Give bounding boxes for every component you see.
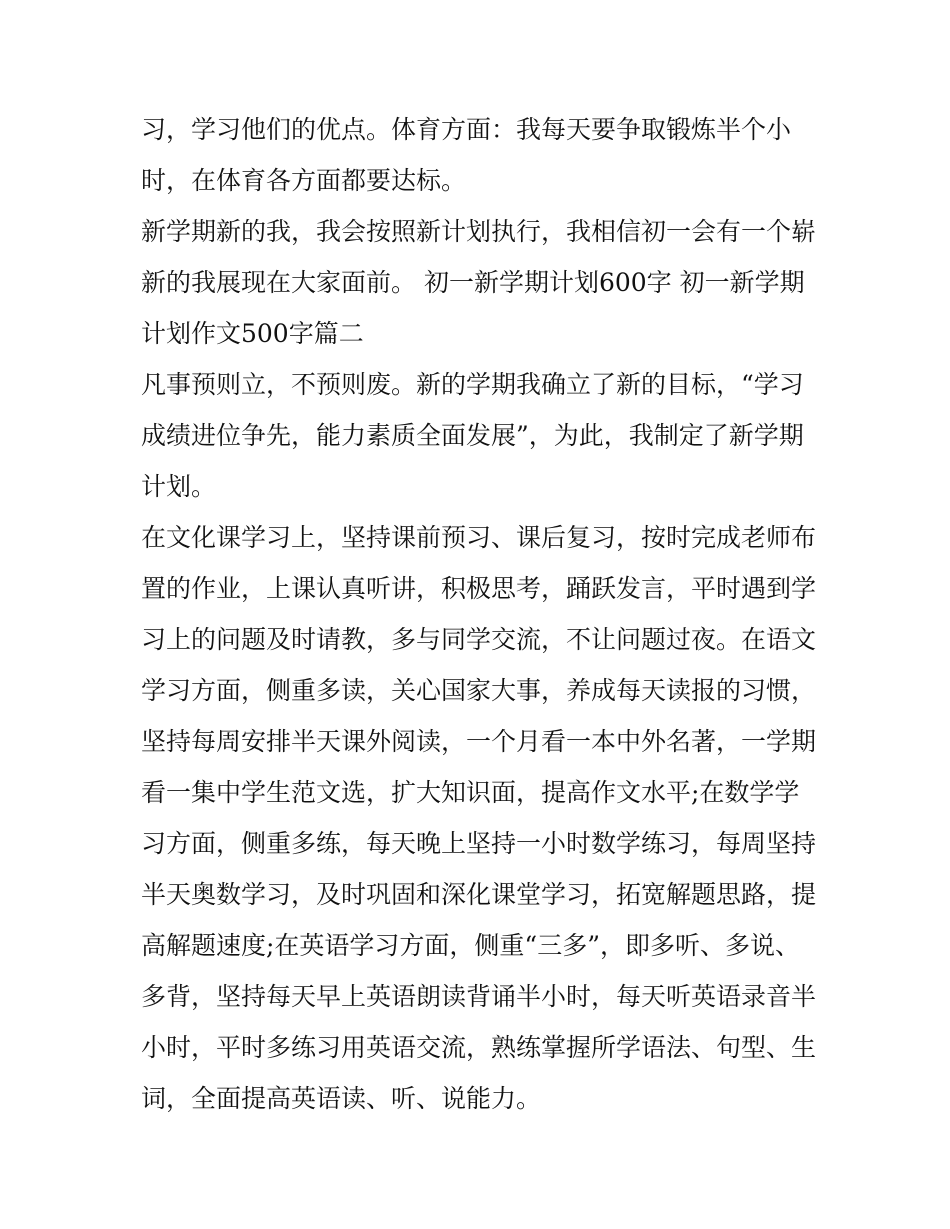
text-line: 习，学习他们的优点。体育方面：我每天要争取锻炼半个小 <box>141 115 792 144</box>
text-line: 计划作文500字篇二 <box>141 319 364 348</box>
text-line: 置的作业，上课认真听讲，积极思考，踊跃发言，平时遇到学 <box>141 574 817 603</box>
text-line: 新学期新的我，我会按照新计划执行，我相信初一会有一个崭 <box>141 217 817 246</box>
text-line: 凡事预则立，不预则废。新的学期我确立了新的目标，“学习 <box>141 370 804 399</box>
text-line: 高解题速度;在英语学习方面，侧重“三多”，即多听、多说、 <box>141 931 800 960</box>
body-text <box>141 104 831 1124</box>
text-line: 多背，坚持每天早上英语朗读背诵半小时，每天听英语录音半 <box>141 982 817 1011</box>
text-line: 习上的问题及时请教，多与同学交流，不让问题过夜。在语文 <box>141 625 817 654</box>
text-line: 成绩进位争先，能力素质全面发展”，为此，我制定了新学期 <box>141 421 804 450</box>
text-line: 习方面，侧重多练，每天晚上坚持一小时数学练习，每周坚持 <box>141 829 817 858</box>
text-line: 小时，平时多练习用英语交流，熟练掌握所学语法、句型、生 <box>141 1033 817 1062</box>
text-line: 学习方面，侧重多读，关心国家大事，养成每天读报的习惯， <box>141 676 817 705</box>
text-line: 新的我展现在大家面前。 初一新学期计划600字 初一新学期 <box>141 268 805 297</box>
text-line: 在文化课学习上，坚持课前预习、课后复习，按时完成老师布 <box>141 523 817 552</box>
text-line: 时，在体育各方面都要达标。 <box>141 166 467 195</box>
text-line: 计划。 <box>141 472 217 501</box>
text-line: 看一集中学生范文选，扩大知识面，提高作文水平;在数学学 <box>141 778 800 807</box>
text-line: 坚持每周安排半天课外阅读，一个月看一本中外名著，一学期 <box>141 727 817 756</box>
text-line: 词，全面提高英语读、听、说能力。 <box>141 1084 542 1113</box>
text-line: 半天奥数学习，及时巩固和深化课堂学习，拓宽解题思路，提 <box>141 880 817 909</box>
